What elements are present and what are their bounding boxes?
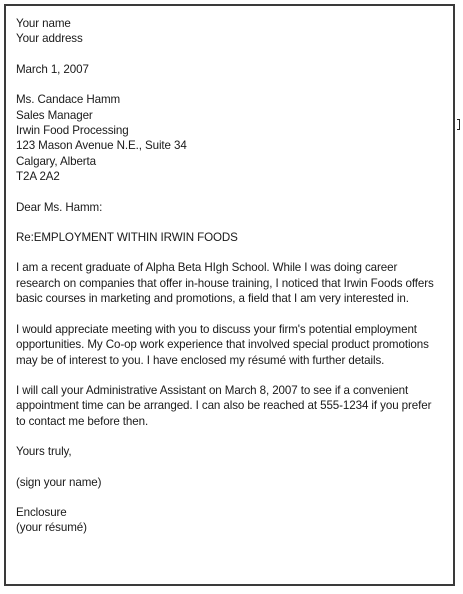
bracket-mark	[457, 119, 460, 130]
letter-date: March 1, 2007	[16, 62, 89, 76]
paragraph-text: I will call your Administrative Assistant on March 8, 2007 to see if a convenient appointment time can be arranged. I can also be reached at 555-1234 if you prefer to contact me before then.	[16, 383, 432, 428]
enclosure-block	[16, 505, 441, 536]
signature-block	[16, 475, 441, 490]
cover-letter	[16, 16, 441, 536]
closing-block	[16, 444, 441, 459]
date-block	[16, 62, 441, 77]
recipient-name: Ms. Candace Hamm	[16, 93, 121, 107]
sender-block	[16, 16, 441, 47]
recipient-title: Sales Manager	[16, 108, 93, 122]
sender-name: Your name	[16, 17, 71, 30]
letter-page	[4, 4, 455, 586]
paragraph-text: I would appreciate meeting with you to discuss your firm's potential employment opportunities. My Co-op work experience that involved special product promotions may be of interest to you. I have enclosed my résumé with further details.	[16, 322, 429, 367]
body-paragraph-2	[16, 322, 441, 368]
subject-line: Re:EMPLOYMENT WITHIN IRWIN FOODS	[16, 231, 238, 245]
recipient-block	[16, 92, 441, 184]
signature-placeholder: (sign your name)	[16, 475, 102, 489]
body-paragraph-3	[16, 383, 441, 429]
enclosure-label: Enclosure	[16, 505, 67, 519]
enclosure-item: (your résumé)	[16, 521, 87, 535]
paragraph-text: I am a recent graduate of Alpha Beta HIgh School. While I was doing career research on companies that offer in-house training, I noticed that Irwin Foods offers basic courses in marketing and promotions, a field that I am very interested in.	[16, 261, 434, 306]
body-paragraph-1	[16, 260, 441, 306]
recipient-company: Irwin Food Processing	[16, 124, 129, 138]
closing: Yours truly,	[16, 445, 72, 459]
salutation: Dear Ms. Hamm:	[16, 200, 103, 214]
recipient-street: 123 Mason Avenue N.E., Suite 34	[16, 139, 187, 153]
sender-address: Your address	[16, 32, 83, 46]
recipient-postal: T2A 2A2	[16, 170, 60, 184]
subject-block	[16, 230, 441, 245]
recipient-city: Calgary, Alberta	[16, 154, 97, 168]
salutation-block	[16, 200, 441, 215]
